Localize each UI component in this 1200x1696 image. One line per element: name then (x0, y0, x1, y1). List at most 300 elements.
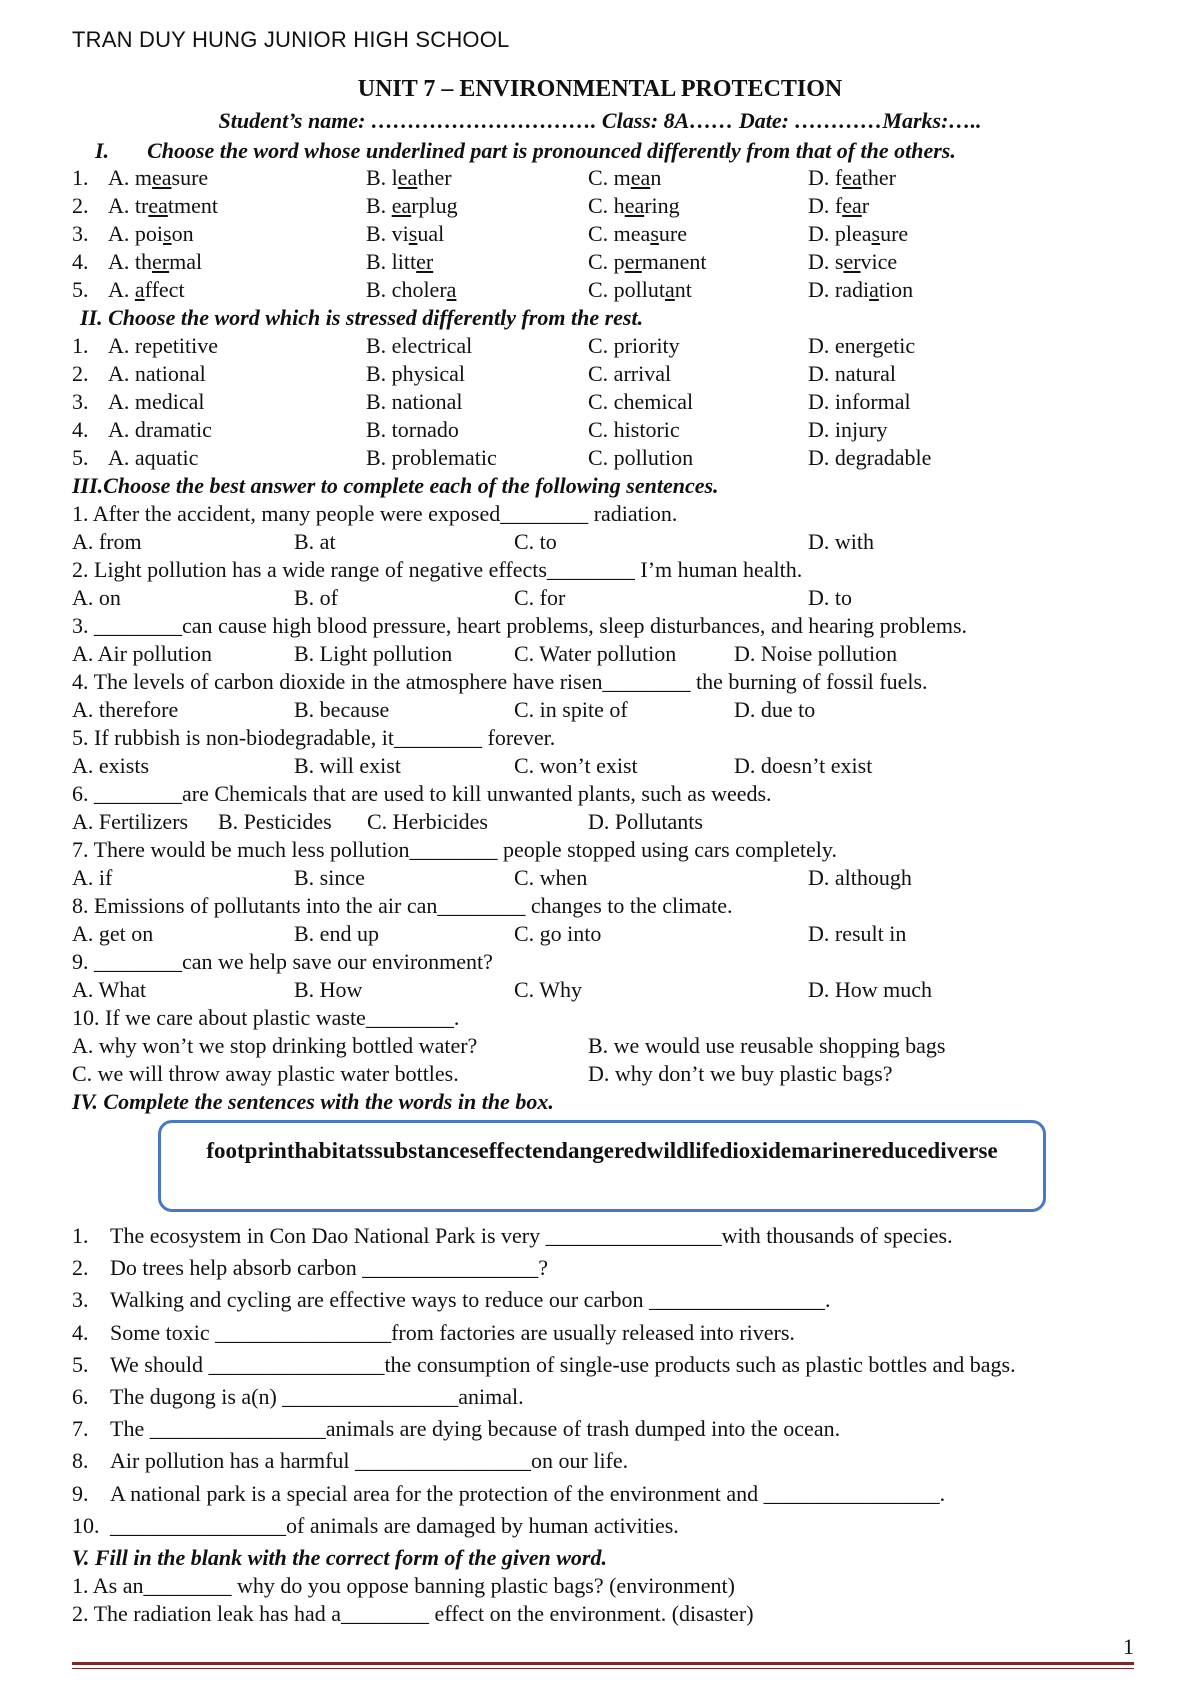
question-number: 2. (72, 361, 89, 386)
fill-question-number (72, 1447, 89, 1475)
option-text: B. physical (366, 361, 465, 386)
answer-option (72, 640, 212, 668)
option-text: C. priority (588, 333, 680, 358)
question-number: 1. (72, 1223, 89, 1248)
fill-question-text (110, 1415, 840, 1443)
underlined-part: ea (624, 193, 645, 218)
answer-option (294, 864, 365, 892)
question-text: 3. ________can cause high blood pressure, heart problems, sleep disturbances, and hearing problems. (72, 613, 968, 638)
option-text: D. f (808, 193, 843, 218)
option-text: C. p (588, 249, 625, 274)
underlined-part: a (665, 277, 675, 302)
question-text: 10. If we care about plastic waste________. (72, 1005, 460, 1030)
option-text: B. choler (366, 277, 447, 302)
option-text: B. litt (366, 249, 417, 274)
answer-option (366, 248, 433, 276)
answer-option (588, 416, 680, 444)
answer-option (808, 276, 913, 304)
answer-option (808, 976, 932, 1004)
option-text: C. go into (514, 921, 602, 946)
answer-option (366, 332, 472, 360)
answer-option (366, 164, 452, 192)
fill-question-number (72, 1512, 100, 1540)
option-text: ure (658, 221, 687, 246)
phonetic-question-number (72, 248, 89, 276)
option-text: r (861, 193, 870, 218)
option-text: D. f (808, 165, 843, 190)
answer-option (108, 388, 205, 416)
mcq-question (72, 556, 802, 584)
section-4-heading (72, 1088, 554, 1116)
answer-option (108, 164, 208, 192)
option-text: A. Air pollution (72, 641, 212, 666)
option-text: B. Pesticides (218, 809, 332, 834)
underlined-part: s (871, 221, 881, 246)
answer-option (588, 332, 680, 360)
answer-option (808, 360, 896, 388)
question-text: Some toxic ________________from factories are usually released into rivers. (110, 1319, 795, 1345)
fill-question-number (72, 1351, 89, 1379)
answer-option (366, 192, 458, 220)
answer-option (72, 808, 188, 836)
section-3-title: III.Choose the best answer to complete each of the following sentences. (72, 473, 719, 498)
section-1-heading (95, 137, 956, 165)
question-number: 5. (72, 445, 89, 470)
stress-question-number (72, 360, 89, 388)
answer-option (588, 276, 692, 304)
answer-option (588, 808, 703, 836)
question-text: 2. The radiation leak has had a________ effect on the environment. (disaster) (72, 1601, 754, 1626)
option-text: A. dramatic (108, 417, 212, 442)
underlined-part: ea (391, 193, 412, 218)
question-number: 1. (72, 333, 89, 358)
fill-question-text (110, 1286, 831, 1314)
question-number: 2. (72, 1255, 89, 1281)
answer-option (294, 696, 389, 724)
fill-question-number (72, 1415, 89, 1443)
fill-question-text (110, 1222, 953, 1250)
section-3-heading (72, 472, 719, 500)
answer-option (588, 444, 693, 472)
question-text: 1. As an________ why do you oppose banning plastic bags? (environment) (72, 1573, 735, 1598)
answer-option (72, 584, 121, 612)
stress-question-number (72, 416, 89, 444)
answer-option (514, 864, 587, 892)
answer-option (808, 332, 915, 360)
section-5-title: V. Fill in the blank with the correct form of the given word. (72, 1545, 607, 1570)
option-text: C. arrival (588, 361, 672, 386)
answer-option (514, 976, 582, 1004)
answer-option (72, 752, 149, 780)
mcq-question (72, 500, 677, 528)
option-text: B. will exist (294, 753, 401, 778)
question-number: 5. (72, 277, 89, 302)
answer-option (294, 584, 338, 612)
option-text: D. with (808, 529, 874, 554)
option-text: ther (861, 165, 896, 190)
page-number: 1 (1123, 1634, 1134, 1659)
option-text: A. get on (72, 921, 154, 946)
underlined-part: a (446, 277, 457, 302)
question-number: 4. (72, 417, 89, 442)
option-text: D. informal (808, 389, 911, 414)
stress-question-number (72, 388, 89, 416)
word-box: footprinthabitatssubstanceseffectendangeredwildlifedioxidemarinereducediverse (158, 1120, 1046, 1212)
option-text: C. Water pollution (514, 641, 677, 666)
option-text: D. How much (808, 977, 933, 1002)
answer-option (808, 192, 869, 220)
option-text: mal (169, 249, 203, 274)
option-text: A. m (108, 165, 152, 190)
option-text: B. national (366, 389, 463, 414)
option-text: C. when (514, 865, 588, 890)
answer-option (808, 864, 912, 892)
underlined-part: s (650, 221, 659, 246)
answer-option (72, 864, 112, 892)
answer-option (514, 584, 565, 612)
option-text: C. we will throw away plastic water bottles. (72, 1061, 459, 1086)
answer-option (366, 444, 497, 472)
underlined-part: ea (148, 193, 168, 218)
answer-option (108, 220, 194, 248)
option-text: B. end up (294, 921, 379, 946)
option-text: B. at (294, 529, 336, 554)
fill-question-number (72, 1254, 89, 1282)
question-text: The ecosystem in Con Dao National Park is very ________________with thousands of species. (110, 1223, 953, 1248)
phonetic-question-number (72, 276, 89, 304)
option-text: B. problematic (366, 445, 497, 470)
answer-option (514, 752, 638, 780)
fill-question-text (110, 1351, 1016, 1379)
answer-option (588, 248, 707, 276)
word-form-question (72, 1572, 735, 1600)
answer-option (588, 360, 671, 388)
answer-option (734, 640, 897, 668)
option-text: ure (880, 221, 909, 246)
option-text: rplug (411, 193, 458, 218)
option-text: ring (644, 193, 680, 218)
answer-option (72, 976, 146, 1004)
option-text: C. chemical (588, 389, 694, 414)
answer-option (734, 696, 815, 724)
answer-option (808, 388, 911, 416)
answer-option (72, 1032, 477, 1060)
underlined-part: ea (397, 165, 418, 190)
option-text: ffect (144, 277, 185, 302)
question-number: 2. (72, 193, 89, 218)
fill-question-number (72, 1222, 89, 1250)
option-text: C. historic (588, 417, 680, 442)
option-text: D. to (808, 585, 852, 610)
footer-divider-thin (72, 1668, 1134, 1669)
option-text: C. mea (588, 221, 651, 246)
section-2-heading (80, 304, 643, 332)
question-number: 3. (72, 1287, 89, 1313)
option-text: C. pollution (588, 445, 694, 470)
option-text: A. why won’t we stop drinking bottled water? (72, 1033, 478, 1058)
answer-option (734, 752, 872, 780)
option-text: manent (641, 249, 707, 274)
fill-question-number (72, 1286, 89, 1314)
question-text: The ________________animals are dying because of trash dumped into the ocean. (110, 1416, 841, 1442)
fill-question-text (110, 1319, 795, 1347)
mcq-question (72, 612, 967, 640)
answer-option (218, 808, 332, 836)
answer-option (514, 640, 676, 668)
question-number: 3. (72, 221, 89, 246)
option-text: D. although (808, 865, 912, 890)
answer-option (588, 1032, 945, 1060)
question-text: 6. ________are Chemicals that are used to kill unwanted plants, such as weeds. (72, 781, 772, 806)
answer-option (514, 696, 628, 724)
fill-question-text (110, 1480, 945, 1508)
answer-option (72, 528, 142, 556)
option-text: C. m (588, 165, 631, 190)
stress-question-number (72, 444, 89, 472)
option-text: A. national (108, 361, 206, 386)
option-text: B. electrical (366, 333, 473, 358)
question-number: 8. (72, 1448, 89, 1474)
answer-option (808, 416, 887, 444)
option-text: C. Herbicides (367, 809, 488, 834)
section-5-heading (72, 1544, 607, 1572)
answer-option (808, 164, 896, 192)
option-text: D. natural (808, 361, 896, 386)
fill-question-text (110, 1447, 628, 1475)
underlined-part: ea (842, 193, 862, 218)
answer-option (366, 276, 456, 304)
phonetic-question-number (72, 220, 89, 248)
answer-option (108, 192, 218, 220)
answer-option (108, 416, 212, 444)
question-text: 8. Emissions of pollutants into the air can________ changes to the climate. (72, 893, 733, 918)
question-number: 6. (72, 1384, 89, 1409)
phonetic-question-number (72, 192, 89, 220)
option-text: C. to (514, 529, 557, 554)
question-text: 4. The levels of carbon dioxide in the atmosphere have risen________ the burning of fossil fuels. (72, 669, 928, 694)
option-text: tment (167, 193, 218, 218)
section-1-number: I. (95, 138, 110, 163)
question-text: ________________of animals are damaged by human activities. (110, 1512, 679, 1538)
option-text: B. (366, 193, 392, 218)
mcq-question (72, 780, 772, 808)
answer-option (808, 248, 897, 276)
section-2-title: II. Choose the word which is stressed differently from the rest. (80, 305, 644, 330)
word-form-question (72, 1600, 754, 1628)
mcq-question (72, 836, 837, 864)
answer-option (367, 808, 488, 836)
option-text: A. What (72, 977, 147, 1002)
option-text: A. aquatic (108, 445, 199, 470)
answer-option (72, 920, 153, 948)
answer-option (808, 220, 908, 248)
answer-option (108, 332, 218, 360)
answer-option (514, 528, 557, 556)
option-text: A. if (72, 865, 113, 890)
answer-option (808, 920, 906, 948)
option-text: A. on (72, 585, 121, 610)
answer-option (588, 164, 661, 192)
option-text: D. why don’t we buy plastic bags? (588, 1061, 893, 1086)
question-text: A national park is a special area for the protection of the environment and ________________. (110, 1480, 946, 1506)
underlined-part: er (152, 249, 170, 274)
underlined-part: ea (842, 165, 862, 190)
question-number: 7. (72, 1416, 89, 1442)
option-text: C. for (514, 585, 566, 610)
fill-question-text (110, 1512, 679, 1540)
page-title: UNIT 7 – ENVIRONMENTAL PROTECTION (357, 76, 843, 102)
answer-option (108, 360, 206, 388)
option-text: A. (108, 277, 135, 302)
option-text: D. radi (808, 277, 870, 302)
mcq-question (72, 1004, 459, 1032)
option-text: A. medical (108, 389, 205, 414)
underlined-part: ea (630, 165, 651, 190)
option-text: D. Pollutants (588, 809, 703, 834)
option-text: B. tornado (366, 417, 459, 442)
answer-option (588, 192, 680, 220)
option-text: vice (860, 249, 898, 274)
section-1-title: Choose the word whose underlined part is pronounced differently from that of the others. (147, 138, 956, 163)
fill-question-number (72, 1480, 89, 1508)
option-text: D. due to (734, 697, 816, 722)
question-number: 3. (72, 389, 89, 414)
answer-option (808, 584, 852, 612)
answer-option (808, 444, 931, 472)
answer-option (108, 276, 185, 304)
mcq-question (72, 892, 732, 920)
option-text: A. poi (108, 221, 163, 246)
option-text: C. Why (514, 977, 583, 1002)
answer-option (294, 528, 336, 556)
answer-option (366, 220, 444, 248)
answer-option (108, 248, 202, 276)
answer-option (366, 388, 463, 416)
answer-option (366, 360, 465, 388)
option-text: nt (674, 277, 692, 302)
underlined-part: er (624, 249, 642, 274)
answer-option (588, 220, 687, 248)
question-text: 7. There would be much less pollution________ people stopped using cars completely. (72, 837, 837, 862)
option-text: D. degradable (808, 445, 932, 470)
option-text: D. energetic (808, 333, 916, 358)
question-text: Do trees help absorb carbon ________________? (110, 1255, 549, 1281)
question-number: 4. (72, 249, 89, 274)
option-text: ther (417, 165, 452, 190)
option-text: B. Light pollution (294, 641, 453, 666)
answer-option (72, 1060, 459, 1088)
mcq-question (72, 668, 928, 696)
question-text: 1. After the accident, many people were exposed________ radiation. (72, 501, 678, 526)
fill-question-text (110, 1383, 524, 1411)
answer-option (808, 528, 874, 556)
option-text: A. th (108, 249, 152, 274)
answer-option (294, 752, 401, 780)
underlined-part: er (843, 249, 861, 274)
question-text: We should ________________the consumption of single-use products such as plastic bottles and bags. (110, 1351, 1016, 1377)
option-text: D. s (808, 249, 844, 274)
option-text: A. therefore (72, 697, 179, 722)
option-text: B. vi (366, 221, 409, 246)
answer-option (514, 920, 601, 948)
underlined-part: ea (152, 165, 172, 190)
phonetic-question-number (72, 164, 89, 192)
question-text: Air pollution has a harmful ________________on our life. (110, 1448, 629, 1474)
student-info-line: Student’s name: …………………………. Class: 8A…… Date: …………Marks:….. (218, 108, 982, 133)
option-text: B. we would use reusable shopping bags (588, 1033, 946, 1058)
mcq-question (72, 724, 555, 752)
option-text: C. in spite of (514, 697, 628, 722)
question-text: 2. Light pollution has a wide range of negative effects________ I’m human health. (72, 557, 803, 582)
option-text: tion (878, 277, 914, 302)
question-text: The dugong is a(n) ________________animal. (110, 1384, 524, 1409)
school-header: TRAN DUY HUNG JUNIOR HIGH SCHOOL (72, 27, 510, 52)
option-text: C. won’t exist (514, 753, 638, 778)
option-text: ual (417, 221, 445, 246)
question-number: 5. (72, 1351, 89, 1377)
stress-question-number (72, 332, 89, 360)
answer-option (72, 696, 178, 724)
option-text: B. of (294, 585, 338, 610)
option-text: D. injury (808, 417, 888, 442)
question-number: 1. (72, 165, 89, 190)
underlined-part: a (134, 277, 145, 302)
option-text: C. h (588, 193, 625, 218)
option-text: B. l (366, 165, 398, 190)
underlined-part: s (163, 221, 172, 246)
fill-question-text (110, 1254, 548, 1282)
answer-option (294, 640, 452, 668)
option-text: A. Fertilizers (72, 809, 189, 834)
option-text: B. because (294, 697, 390, 722)
option-text: B. since (294, 865, 365, 890)
question-number: 9. (72, 1480, 89, 1506)
option-text: D. Noise pollution (734, 641, 898, 666)
answer-option (294, 976, 362, 1004)
option-text: D. plea (808, 221, 872, 246)
option-text: D. result in (808, 921, 907, 946)
option-text: A. repetitive (108, 333, 218, 358)
answer-option (108, 444, 198, 472)
underlined-part: er (416, 249, 434, 274)
option-text: A. tr (108, 193, 149, 218)
option-text: sure (171, 165, 209, 190)
underlined-part: s (408, 221, 418, 246)
option-text: on (171, 221, 194, 246)
option-text: B. How (294, 977, 363, 1002)
footer-divider (72, 1662, 1134, 1665)
answer-option (588, 1060, 893, 1088)
fill-question-number (72, 1383, 89, 1411)
question-text: Walking and cycling are effective ways to reduce our carbon ________________. (110, 1287, 831, 1313)
option-text: A. exists (72, 753, 149, 778)
option-text: C. pollut (588, 277, 666, 302)
answer-option (294, 920, 379, 948)
option-text: D. doesn’t exist (734, 753, 873, 778)
option-text: A. from (72, 529, 142, 554)
section-4-title: IV. Complete the sentences with the words in the box. (72, 1089, 554, 1114)
answer-option (588, 388, 693, 416)
underlined-part: a (869, 277, 879, 302)
answer-option (366, 416, 459, 444)
option-text: n (650, 165, 662, 190)
question-number: 4. (72, 1319, 89, 1345)
question-number: 10. (72, 1512, 100, 1538)
question-text: 5. If rubbish is non-biodegradable, it________ forever. (72, 725, 556, 750)
mcq-question (72, 948, 493, 976)
question-text: 9. ________can we help save our environment? (72, 949, 493, 974)
fill-question-number (72, 1319, 89, 1347)
